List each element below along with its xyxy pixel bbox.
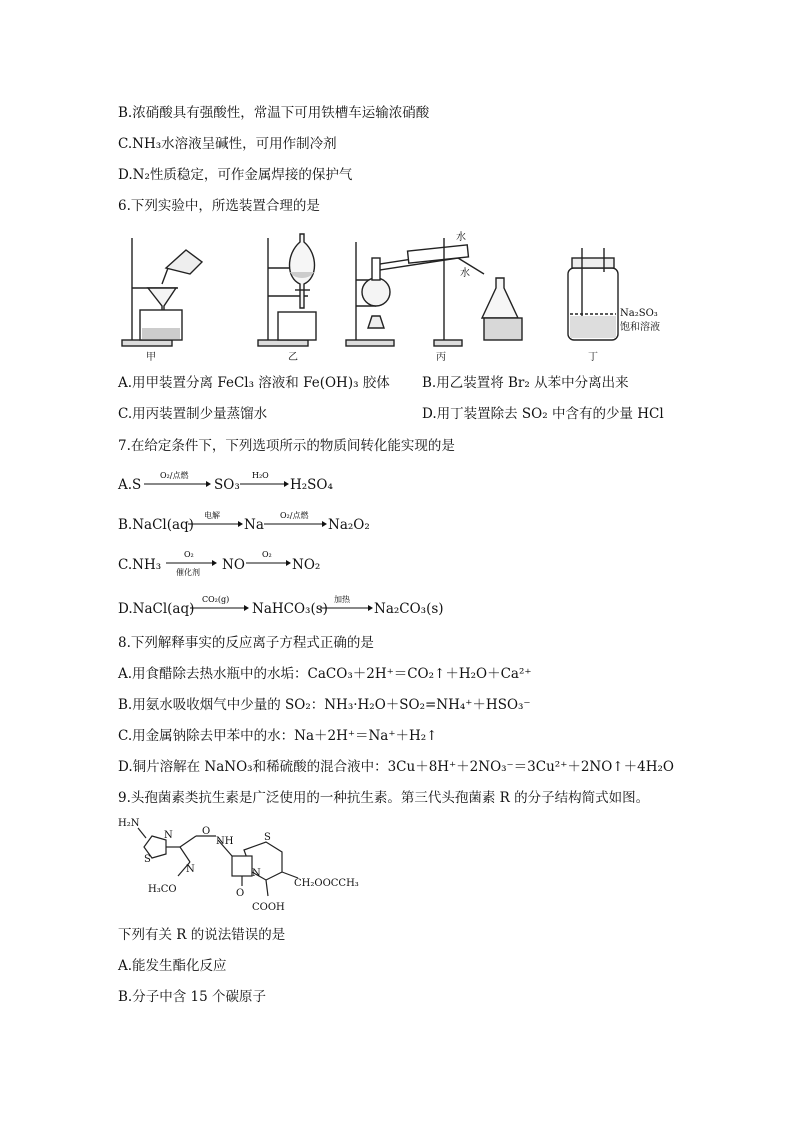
mol-n1: N [164,830,173,841]
q7d-arrow1 [188,594,250,616]
q9-ask: 下列有关 R 的说法错误的是 [118,927,286,943]
q5-option-b: B.浓硝酸具有强酸性，常温下可用铁槽车运输浓硝酸 [118,105,430,121]
label-bing: 丙 [436,352,446,363]
q7c-arrow2 [244,549,292,571]
q7c-cond1: O₂ [184,550,194,559]
mol-cooh: COOH [252,902,285,913]
q7-stem: 7.在给定条件下，下列选项所示的物质间转化能实现的是 [118,438,455,454]
q7a-s3: H₂SO₄ [290,477,333,493]
q9-stem: 9.头孢菌素类抗生素是广泛使用的一种抗生素。第三代头孢菌素 R 的分子结构简式如图。 [118,790,650,806]
q8-option-c: C.用金属钠除去甲苯中的水：Na＋2H⁺＝Na⁺＋H₂↑ [118,728,438,744]
mol-meo: H₃CO [148,884,177,895]
apparatus-jia [122,238,202,346]
reagent-label-1: Na₂SO₃ [620,308,658,319]
q7b-s2: Na [244,517,264,533]
apparatus-ding [568,248,618,340]
mol-h2n: H₂N [118,818,140,829]
mol-o1: O [202,826,211,837]
q8-option-d: D.铜片溶解在 NaNO₃和稀硫酸的混合液中：3Cu＋8H⁺＋2NO₃⁻＝3Cu²⁺＋2NO↑＋4H₂O [118,759,674,775]
q7d-cond2: 加热 [334,595,350,604]
q7b-arrow1 [186,510,244,532]
mol-s2: S [264,832,271,843]
q7c-arrow1 [164,548,218,580]
q8-option-a: A.用食醋除去热水瓶中的水垢：CaCO₃＋2H⁺＝CO₂↑＋H₂O＋Ca²⁺ [118,666,532,682]
q7b-cond2: O₂/点燃 [280,511,309,520]
molecule-structure [118,814,398,918]
q7b-cond1: 电解 [204,511,220,520]
label-yi: 乙 [288,352,298,363]
q6-stem: 6.下列实验中，所选装置合理的是 [118,198,320,214]
label-jia: 甲 [146,352,156,363]
q8-option-b: B.用氨水吸收烟气中少量的 SO₂：NH₃·H₂O＋SO₂=NH₄⁺＋HSO₃⁻ [118,697,531,713]
water-label-top: 水 [456,232,466,243]
q7a-arrow1 [142,470,212,492]
q5-option-d: D.N₂性质稳定，可作金属焊接的保护气 [118,167,353,183]
q6-option-b: B.用乙装置将 Br₂ 从苯中分离出来 [422,375,629,391]
apparatus-yi [258,234,316,346]
apparatus-figure [118,228,678,363]
q6-option-a: A.用甲装置分离 FeCl₃ 溶液和 Fe(OH)₃ 胶体 [118,375,390,391]
q7b-s1: B.NaCl(aq) [118,517,194,533]
q8-stem: 8.下列解释事实的反应离子方程式正确的是 [118,635,374,651]
q9-option-b: B.分子中含 15 个碳原子 [118,989,266,1005]
q7c-s2: NO [222,557,245,573]
mol-o2: O [236,888,245,899]
q7a-cond1: O₂/点燃 [160,471,189,480]
q7a-s1: A.S [118,477,142,493]
q9-option-a: A.能发生酯化反应 [118,958,227,974]
q7a-s2: SO₃ [214,477,240,493]
mol-nh: NH [216,836,234,847]
mol-n3: N [252,868,261,879]
water-label-side: 水 [460,268,470,279]
mol-n2: N [186,864,195,875]
q7c-cond2: O₂ [262,550,272,559]
q7b-arrow2 [262,510,328,532]
q7a-cond2: H₂O [252,471,269,480]
q7d-s1: D.NaCl(aq) [118,601,195,617]
q7d-s2: NaHCO₃(s) [252,601,328,617]
reagent-label-2: 饱和溶液 [620,322,660,333]
q7c-s1: C.NH₃ [118,557,162,573]
apparatus-bing [346,238,522,346]
label-ding: 丁 [588,352,598,363]
q6-option-d: D.用丁装置除去 SO₂ 中含有的少量 HCl [422,406,664,422]
q7d-cond1: CO₂(g) [202,595,230,604]
q7c-s3: NO₂ [292,557,321,573]
mol-ester: CH₂OOCCH₃ [294,878,359,889]
q7b-s3: Na₂O₂ [328,517,370,533]
q6-option-c: C.用丙装置制少量蒸馏水 [118,406,268,422]
q7d-arrow2 [318,594,374,616]
q7a-arrow2 [238,470,290,492]
mol-s1: S [144,854,151,865]
q7c-cond1b: 催化剂 [176,568,200,577]
q5-option-c: C.NH₃水溶液呈碱性，可用作制冷剂 [118,136,337,152]
q7d-s3: Na₂CO₃(s) [374,601,444,617]
